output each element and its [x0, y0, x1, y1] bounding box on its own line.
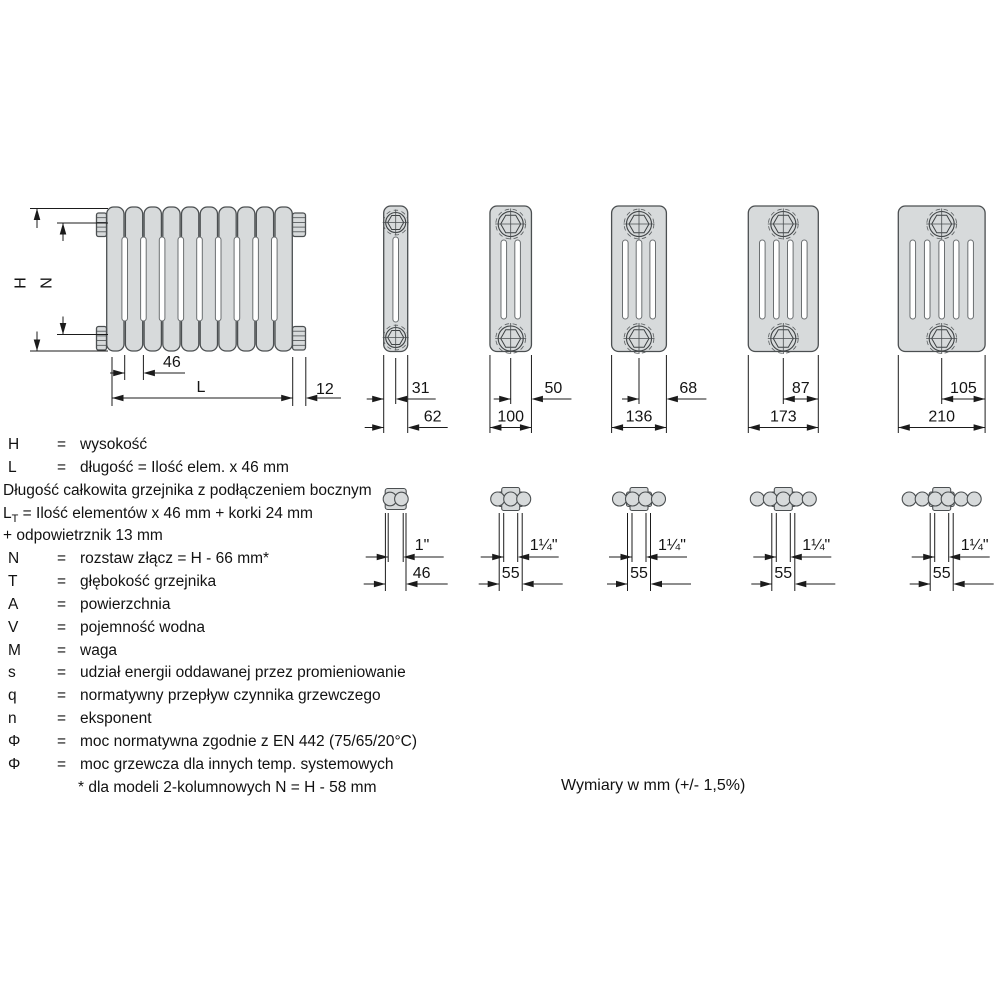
- legend-text: T: [8, 573, 18, 591]
- dimension-arrow: [949, 554, 961, 561]
- legend-text: q: [8, 687, 17, 705]
- legend-row: [0, 550, 520, 573]
- tube-circle: [967, 492, 981, 506]
- section-slot: [636, 240, 642, 319]
- dimension-arrow: [143, 370, 155, 377]
- top-view-4-columns: [613, 488, 666, 511]
- legend-row: [0, 527, 520, 550]
- legend-text: normatywny przepływ czynnika grzewczego: [80, 687, 381, 705]
- legend-text: =: [57, 641, 67, 659]
- legend-row: [0, 482, 520, 505]
- right-plug: [293, 327, 306, 351]
- legend-text: =: [57, 710, 67, 728]
- dimension-arrow: [408, 424, 420, 431]
- tube-circle: [802, 492, 816, 506]
- dimension-arrow: [953, 581, 965, 588]
- left-plug: [97, 213, 107, 237]
- tube-circle: [902, 492, 916, 506]
- element-gap: [215, 237, 221, 321]
- dimension-arrow: [112, 395, 124, 402]
- legend-text: V: [8, 618, 19, 636]
- legend-text: pojemność wodna: [80, 618, 205, 636]
- legend-text: udział energii oddawanej przez promieniowanie: [80, 664, 406, 682]
- dimension-arrow: [655, 424, 667, 431]
- dimension-arrow: [923, 554, 935, 561]
- element-gap: [272, 237, 278, 321]
- section-slot: [939, 240, 945, 319]
- dimension-arrow: [646, 554, 658, 561]
- legend-text: M: [8, 641, 21, 659]
- dimension-label: 1¼": [658, 537, 686, 554]
- element-gap: [159, 237, 165, 321]
- joint-spacing-label: N: [38, 277, 56, 289]
- legend-text: L: [8, 458, 17, 476]
- dimension-arrow: [499, 396, 511, 403]
- dimension-label: 12: [316, 381, 334, 398]
- dimension-label: 136: [625, 408, 653, 426]
- section-slot: [774, 240, 780, 319]
- legend-row: [0, 459, 520, 482]
- dimension-arrow: [807, 424, 819, 431]
- section-dimensions-4-columns: [612, 355, 707, 433]
- dimension-arrow: [974, 424, 986, 431]
- legend-text: =: [57, 550, 67, 568]
- legend-text: głębokość grzejnika: [80, 573, 217, 591]
- dimension-label: 1¼": [802, 537, 831, 554]
- legend-text: =: [57, 618, 67, 636]
- dimension-arrow: [795, 581, 807, 588]
- dimension-arrow: [919, 581, 931, 588]
- dimension-label: 173: [769, 408, 797, 426]
- dimension-label: 100: [497, 408, 525, 426]
- dimension-label: 1¼": [529, 537, 558, 554]
- left-plug: [97, 327, 107, 351]
- tube-circle: [613, 492, 627, 506]
- top-view-dimensions-5-columns: [751, 513, 835, 591]
- legend-row: [0, 756, 520, 779]
- section-view-5-columns: [748, 206, 818, 354]
- section-slot: [953, 240, 959, 319]
- height-label: H: [12, 277, 30, 289]
- dimension-arrow: [612, 424, 624, 431]
- tube-circle: [750, 492, 764, 506]
- legend-row: [0, 596, 520, 619]
- legend-row: [0, 710, 520, 733]
- section-slot: [924, 240, 930, 319]
- front-length-dimensions: [110, 354, 341, 406]
- dimension-arrow: [790, 554, 802, 561]
- section-slot: [623, 240, 629, 319]
- dimension-label: 46: [163, 354, 181, 371]
- dimension-label: 87: [791, 380, 810, 397]
- legend-text: =: [57, 436, 67, 453]
- dimension-label: 55: [630, 565, 648, 582]
- dimension-label: 210: [928, 408, 956, 426]
- legend-text: wysokość: [80, 436, 148, 453]
- element-gap: [122, 237, 128, 321]
- legend-text: N: [8, 550, 20, 568]
- legend-text: moc grzewcza dla innych temp. systemowych: [80, 755, 394, 773]
- section-slot: [910, 240, 916, 319]
- dimension-arrow: [531, 396, 543, 403]
- tube-circle: [776, 492, 790, 506]
- dimension-arrow: [621, 554, 633, 561]
- legend-text: =: [57, 573, 67, 591]
- section-view-4-columns: [612, 206, 667, 354]
- dimension-arrow: [616, 581, 628, 588]
- legend-text: eksponent: [80, 710, 152, 728]
- dimension-arrow: [651, 581, 663, 588]
- section-dimensions-6-columns: [898, 355, 985, 433]
- section-dimensions-3-columns: [490, 355, 572, 433]
- dimension-arrow: [748, 424, 760, 431]
- dimension-arrow: [898, 424, 910, 431]
- legend-text: H: [8, 436, 20, 453]
- legend-row: [0, 687, 520, 710]
- tube-circle: [941, 492, 955, 506]
- section-slot: [788, 240, 794, 319]
- legend-text: [3, 527, 163, 545]
- dimension-arrow: [628, 396, 640, 403]
- section-view-3-columns: [490, 206, 532, 354]
- section-view-6-columns: [898, 206, 985, 354]
- legend-row: [0, 664, 520, 687]
- dimension-label: L: [196, 379, 206, 396]
- dimension-label: 50: [544, 380, 563, 397]
- section-slot: [802, 240, 808, 319]
- legend-text: =: [57, 732, 67, 750]
- dimension-label: 31: [411, 380, 430, 397]
- dimension-arrow: [396, 396, 408, 403]
- dimension-arrow: [372, 424, 384, 431]
- dimension-label: 62: [423, 408, 442, 426]
- dimension-arrow: [765, 554, 777, 561]
- dimension-label: 68: [679, 380, 698, 397]
- legend-subscript: T: [11, 512, 19, 525]
- legend-text: s: [8, 664, 16, 682]
- legend-text: =: [57, 458, 67, 476]
- top-view-6-columns: [902, 488, 981, 511]
- section-slot: [968, 240, 974, 319]
- dimension-label: 1¼": [960, 537, 989, 554]
- element-gap: [197, 237, 203, 321]
- section-dimensions-5-columns: [748, 355, 818, 433]
- top-view-dimensions-6-columns: [910, 513, 994, 591]
- dimension-arrow: [372, 396, 384, 403]
- dimension-label: 1": [414, 537, 430, 554]
- dimension-label: 55: [774, 565, 793, 582]
- legend-text: = Ilość elementów x 46 mm + korki 24 mm: [18, 504, 313, 522]
- dimension-label: 55: [932, 565, 951, 582]
- element-gap: [253, 237, 259, 321]
- tube-circle: [954, 492, 968, 506]
- section-view-2-columns: [383, 206, 409, 352]
- legend-text: [3, 505, 313, 525]
- legend: [0, 436, 520, 802]
- tube-circle: [928, 492, 942, 506]
- legend-text: długość = Ilość elem. x 46 mm: [80, 458, 289, 476]
- element-gap: [234, 237, 240, 321]
- tube-circle: [915, 492, 929, 506]
- tube-circle: [763, 492, 777, 506]
- tube-circle: [639, 492, 653, 506]
- dimension-label: 105: [950, 380, 977, 397]
- element-gap: [141, 237, 147, 321]
- legend-row: [0, 779, 520, 802]
- top-view-5-columns: [750, 488, 816, 511]
- height-dimensions: [13, 209, 109, 352]
- legend-text: moc normatywna zgodnie z EN 442 (75/65/20°C): [80, 732, 418, 750]
- dimensions-note: Wymiary w mm (+/- 1,5%): [561, 777, 746, 794]
- section-slot: [501, 240, 507, 319]
- legend-text: =: [57, 595, 67, 613]
- legend-text: =: [57, 687, 67, 705]
- legend-text: [78, 779, 376, 797]
- legend-text: waga: [80, 641, 118, 659]
- legend-row: [0, 619, 520, 642]
- legend-row: [0, 505, 520, 528]
- dimension-arrow: [522, 581, 534, 588]
- legend-text: L: [3, 504, 12, 522]
- top-view-dimensions-4-columns: [607, 513, 691, 591]
- dimension-arrow: [760, 581, 772, 588]
- legend-text: + odpowietrznik 13 mm: [3, 527, 163, 545]
- section-slot: [650, 240, 656, 319]
- legend-text: powierzchnia: [80, 595, 171, 613]
- legend-text: [3, 482, 372, 500]
- legend-row: [0, 733, 520, 756]
- dimension-label: 55: [501, 565, 520, 582]
- legend-text: * dla modeli 2-kolumnowych N = H - 58 mm: [78, 778, 377, 796]
- legend-text: Φ: [8, 732, 21, 750]
- dimension-label: 46: [412, 565, 431, 582]
- element-gap: [178, 237, 184, 321]
- dimension-arrow: [666, 396, 678, 403]
- front-view: [97, 207, 306, 351]
- legend-text: n: [8, 710, 17, 728]
- tube-circle: [789, 492, 803, 506]
- legend-text: rozstaw złącz = H - 66 mm*: [80, 550, 270, 568]
- section-dimensions-2-columns: [365, 355, 448, 433]
- legend-row: [0, 436, 520, 459]
- legend-text: Φ: [8, 755, 21, 773]
- legend-text: A: [8, 595, 19, 613]
- legend-row: [0, 573, 520, 596]
- legend-text: Długość całkowita grzejnika z podłączeniem bocznym: [3, 481, 372, 499]
- dimension-arrow: [281, 395, 293, 402]
- legend-text: =: [57, 755, 67, 773]
- section-slot: [760, 240, 766, 319]
- section-slot: [393, 237, 399, 322]
- legend-row: [0, 642, 520, 665]
- section-slot: [515, 240, 521, 319]
- tube-circle: [626, 492, 640, 506]
- dimension-arrow: [113, 370, 125, 377]
- right-plug: [293, 213, 306, 237]
- legend-text: =: [57, 664, 67, 682]
- tube-circle: [652, 492, 666, 506]
